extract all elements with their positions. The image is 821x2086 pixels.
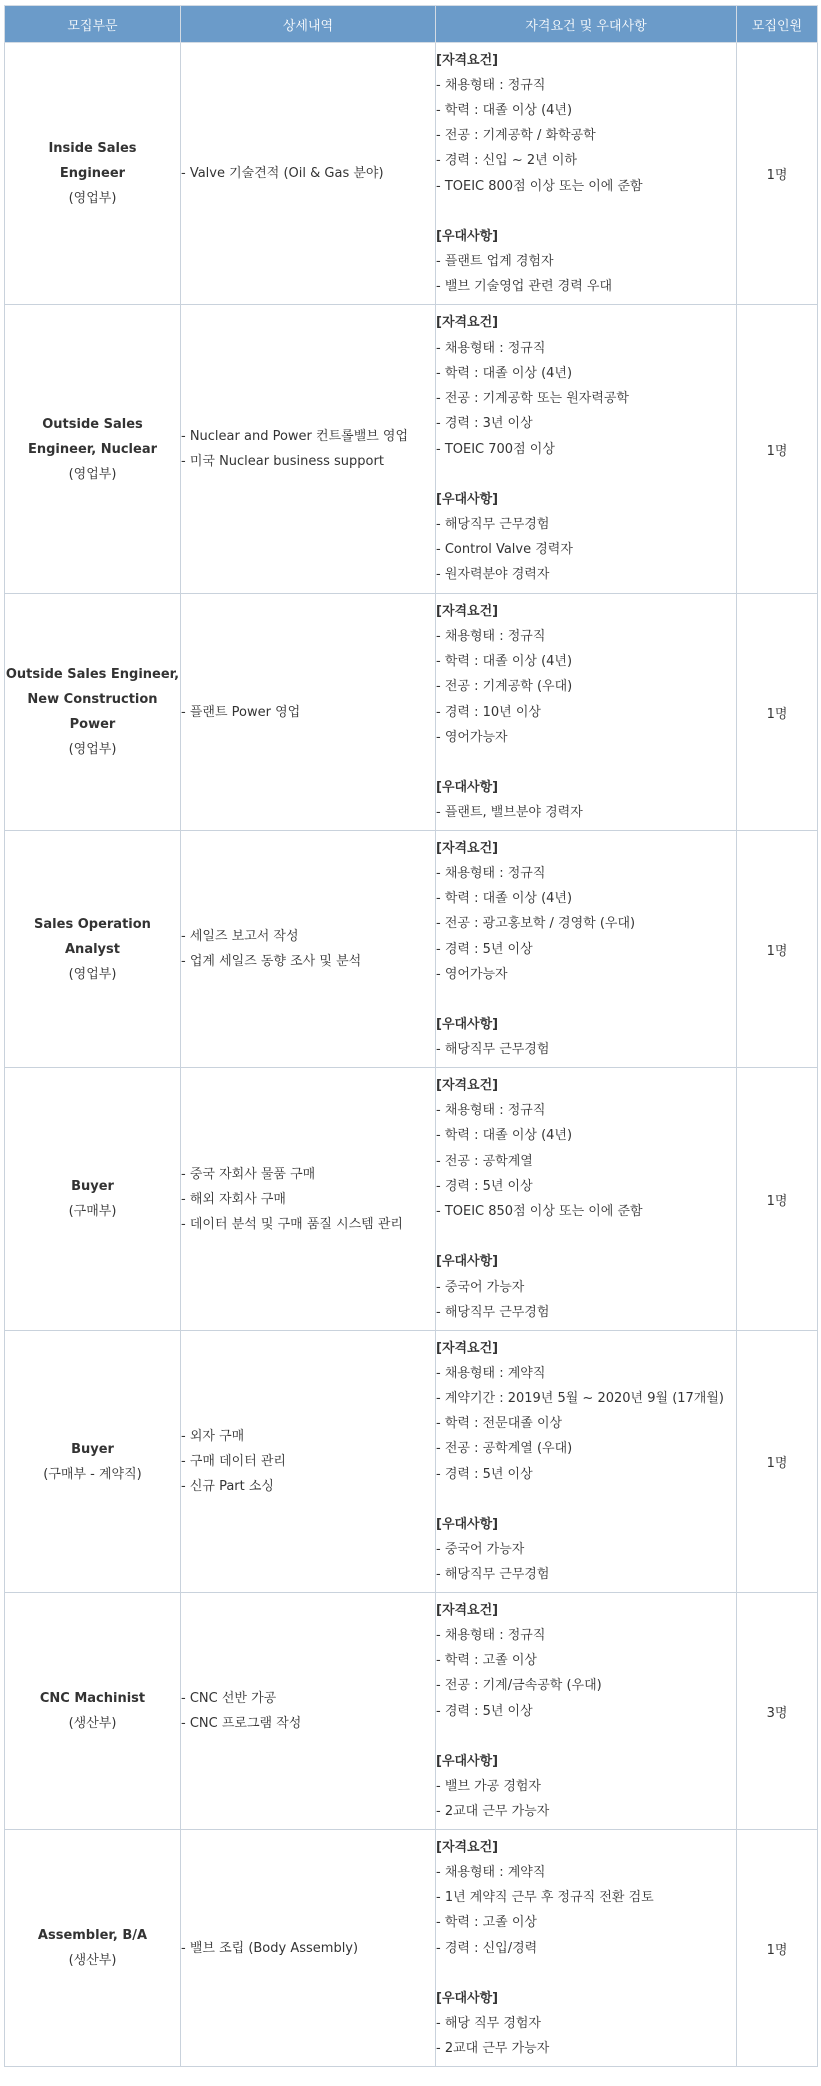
requirements-title: [자격요건] (436, 1078, 499, 1094)
requirement-item: - TOEIC 800점 이상 또는 이에 준함 (436, 178, 643, 194)
preferences-title: [우대사항] (436, 779, 499, 795)
requirement-item: - 학력 : 고졸 이상 (436, 1653, 537, 1669)
preference-item: - 밸브 기술영업 관련 경력 우대 (436, 279, 613, 295)
requirement-item: - TOEIC 700점 이상 (436, 441, 555, 457)
section-spacer (436, 199, 736, 224)
section-spacer (436, 750, 736, 775)
department-name: Outside Sales Engineer, (5, 667, 180, 682)
table-row (5, 1331, 818, 1593)
department-cell (5, 831, 181, 1068)
requirement-item: - 전공 : 공학계열 (우대) (436, 1441, 573, 1457)
requirement-item: - 학력 : 전문대졸 이상 (436, 1416, 563, 1432)
requirement-item: - 학력 : 대졸 이상 (4년) (436, 654, 573, 670)
table-row (5, 594, 818, 831)
requirements-title: [자격요건] (436, 52, 499, 68)
details-cell (181, 1830, 436, 2067)
requirement-item: - 채용형태 : 정규직 (436, 1627, 546, 1643)
department-name: Outside Sales (42, 416, 143, 432)
details-cell (181, 43, 436, 305)
requirement-item: - 경력 : 10년 이상 (436, 704, 541, 720)
requirements-title: [자격요건] (436, 603, 499, 619)
requirements-cell (436, 1331, 737, 1593)
requirement-item: - 경력 : 5년 이상 (436, 1466, 533, 1482)
department-division: (생산부) (68, 1716, 117, 1731)
requirements-cell (436, 1830, 737, 2067)
detail-item: - 구매 데이터 관리 (181, 1454, 286, 1469)
table-header-row (5, 6, 818, 43)
preference-item: - 플랜트, 밸브분야 경력자 (436, 805, 583, 821)
header-details: 상세내역 (181, 6, 436, 43)
department-name: Buyer (71, 1441, 114, 1457)
preferences-title: [우대사항] (436, 1516, 499, 1532)
department-name: Engineer, Nuclear (27, 441, 158, 457)
requirement-item: - 1년 계약직 근무 후 정규직 전환 검토 (436, 1890, 654, 1906)
header-department: 모집부문 (5, 6, 181, 43)
detail-item: - 미국 Nuclear business support (181, 454, 384, 469)
requirement-item: - 전공 : 기계공학 / 화학공학 (436, 128, 596, 144)
details-cell (181, 1593, 436, 1830)
department-cell (5, 594, 181, 831)
openings-count: 3명 (737, 1593, 818, 1830)
preferences-title: [우대사항] (436, 1016, 499, 1032)
department-name: Buyer (71, 1179, 114, 1194)
department-name: CNC Machinist (39, 1691, 146, 1706)
department-name: New Construction Power (27, 692, 158, 732)
requirement-item: - 채용형태 : 계약직 (436, 1365, 546, 1381)
requirement-item: - 전공 : 공학계열 (436, 1153, 533, 1169)
requirements-cell (436, 594, 737, 831)
requirement-item: - 계약기간 : 2019년 5월 ~ 2020년 9월 (17개월) (436, 1390, 724, 1406)
preferences-title: [우대사항] (436, 1254, 499, 1270)
requirement-item: - 채용형태 : 정규직 (436, 77, 546, 93)
preferences-title: [우대사항] (436, 491, 499, 507)
detail-item: - 데이터 분석 및 구매 품질 시스템 관리 (181, 1216, 403, 1232)
department-cell (5, 1068, 181, 1331)
requirement-item: - 채용형태 : 정규직 (436, 1103, 546, 1119)
requirement-item: - 학력 : 대졸 이상 (4년) (436, 891, 573, 907)
department-name: Engineer (59, 166, 126, 181)
details-cell (181, 831, 436, 1068)
header-requirements: 자격요건 및 우대사항 (436, 6, 737, 43)
preference-item: - 해당직무 근무경험 (436, 1042, 550, 1058)
openings-count: 1명 (737, 1331, 818, 1593)
detail-item: - 플랜트 Power 영업 (181, 704, 301, 720)
requirements-cell (436, 831, 737, 1068)
requirement-item: - 학력 : 대졸 이상 (4년) (436, 365, 573, 381)
preferences-title: [우대사항] (436, 1990, 499, 2006)
section-spacer (436, 1487, 736, 1512)
requirements-title: [자격요건] (436, 840, 499, 856)
requirements-title: [자격요건] (436, 1340, 499, 1356)
detail-item: - CNC 선반 가공 (181, 1691, 277, 1706)
openings-count: 1명 (737, 305, 818, 594)
department-division: (생산부) (68, 1953, 117, 1968)
detail-item: - Nuclear and Power 컨트롤밸브 영업 (181, 429, 409, 444)
openings-count: 1명 (737, 594, 818, 831)
department-cell (5, 1331, 181, 1593)
requirement-item: - 경력 : 5년 이상 (436, 1178, 533, 1194)
requirements-cell (436, 1593, 737, 1830)
table-row (5, 1068, 818, 1331)
requirement-item: - 전공 : 광고홍보학 / 경영학 (우대) (436, 916, 636, 932)
department-cell (5, 1830, 181, 2067)
table-row (5, 1830, 818, 2067)
department-cell (5, 1593, 181, 1830)
openings-count: 1명 (737, 1830, 818, 2067)
section-spacer (436, 987, 736, 1012)
details-cell (181, 305, 436, 594)
requirement-item: - 경력 : 3년 이상 (436, 416, 533, 432)
preference-item: - 해당 직무 경험자 (436, 2015, 541, 2031)
requirements-title: [자격요건] (436, 315, 499, 331)
detail-item: - 세일즈 보고서 작성 (181, 929, 299, 944)
requirement-item: - 학력 : 대졸 이상 (4년) (436, 102, 573, 118)
section-spacer (436, 1961, 736, 1986)
preference-item: - 2교대 근무 가능자 (436, 1804, 550, 1820)
detail-item: - 해외 자회사 구매 (181, 1191, 286, 1207)
header-openings: 모집인원 (737, 6, 818, 43)
requirements-title: [자격요건] (436, 1839, 499, 1855)
detail-item: - 외자 구매 (181, 1429, 245, 1444)
detail-item: - 신규 Part 소싱 (181, 1479, 274, 1494)
requirement-item: - 영어가능자 (436, 729, 508, 745)
requirement-item: - 채용형태 : 정규직 (436, 340, 546, 356)
details-cell (181, 594, 436, 831)
department-name: Assembler, B/A (37, 1928, 148, 1943)
details-cell (181, 1068, 436, 1331)
table-row (5, 831, 818, 1068)
department-division: (영업부) (68, 742, 117, 757)
requirements-cell (436, 43, 737, 305)
requirement-item: - 전공 : 기계공학 (우대) (436, 679, 573, 695)
preference-item: - 중국어 가능자 (436, 1542, 525, 1557)
requirement-item: - 전공 : 기계/금속공학 (우대) (436, 1678, 602, 1694)
preference-item: - 밸브 가공 경험자 (436, 1778, 541, 1794)
requirement-item: - 경력 : 5년 이상 (436, 1703, 533, 1719)
preferences-title: [우대사항] (436, 228, 499, 244)
openings-count: 1명 (737, 1068, 818, 1331)
preference-item: - 2교대 근무 가능자 (436, 2041, 550, 2057)
requirements-cell (436, 305, 737, 594)
requirement-item: - 채용형태 : 계약직 (436, 1864, 546, 1880)
department-division: (영업부) (68, 966, 117, 982)
preference-item: - 해당직무 근무경험 (436, 516, 550, 532)
department-division: (구매부 - 계약직) (43, 1466, 142, 1482)
department-cell (5, 305, 181, 594)
requirement-item: - TOEIC 850점 이상 또는 이에 준함 (436, 1204, 643, 1220)
requirement-item: - 경력 : 신입 ~ 2년 이하 (436, 153, 577, 169)
section-spacer (436, 1724, 736, 1749)
table-row (5, 305, 818, 594)
requirement-item: - 경력 : 5년 이상 (436, 941, 533, 957)
openings-count: 1명 (737, 43, 818, 305)
requirement-item: - 채용형태 : 정규직 (436, 865, 546, 881)
requirement-item: - 채용형태 : 정규직 (436, 628, 546, 644)
department-division: (영업부) (68, 191, 117, 206)
detail-item: - CNC 프로그램 작성 (181, 1716, 302, 1731)
requirement-item: - 학력 : 대졸 이상 (4년) (436, 1128, 573, 1144)
table-row (5, 43, 818, 305)
requirement-item: - 학력 : 고졸 이상 (436, 1915, 537, 1931)
requirement-item: - 전공 : 기계공학 또는 원자력공학 (436, 391, 629, 407)
requirement-item: - 영어가능자 (436, 966, 508, 982)
preference-item: - 해당직무 근무경험 (436, 1567, 550, 1583)
requirement-item: - 경력 : 신입/경력 (436, 1940, 538, 1956)
department-cell (5, 43, 181, 305)
detail-item: - Valve 기술견적 (Oil & Gas 분야) (181, 166, 384, 181)
table-body (5, 43, 818, 2067)
section-spacer (436, 462, 736, 487)
preference-item: - 원자력분야 경력자 (436, 567, 550, 583)
requirements-title: [자격요건] (436, 1602, 499, 1618)
preference-item: - 중국어 가능자 (436, 1279, 525, 1295)
preferences-title: [우대사항] (436, 1753, 499, 1769)
preference-item: - 플랜트 업계 경험자 (436, 254, 554, 269)
table-row (5, 1593, 818, 1830)
recruitment-table (4, 5, 818, 2067)
department-division: (구매부) (68, 1204, 117, 1219)
detail-item: - 업계 세일즈 동향 조사 및 분석 (181, 954, 362, 969)
section-spacer (436, 1224, 736, 1249)
department-name: Inside Sales (48, 141, 137, 156)
preference-item: - Control Valve 경력자 (436, 542, 573, 558)
details-cell (181, 1331, 436, 1593)
openings-count: 1명 (737, 831, 818, 1068)
detail-item: - 중국 자회사 물품 구매 (181, 1166, 316, 1182)
department-division: (영업부) (68, 466, 117, 482)
preference-item: - 해당직무 근무경험 (436, 1304, 550, 1320)
department-name: Sales Operation Analyst (34, 916, 151, 957)
detail-item: - 밸브 조립 (Body Assembly) (181, 1940, 359, 1956)
requirements-cell (436, 1068, 737, 1331)
